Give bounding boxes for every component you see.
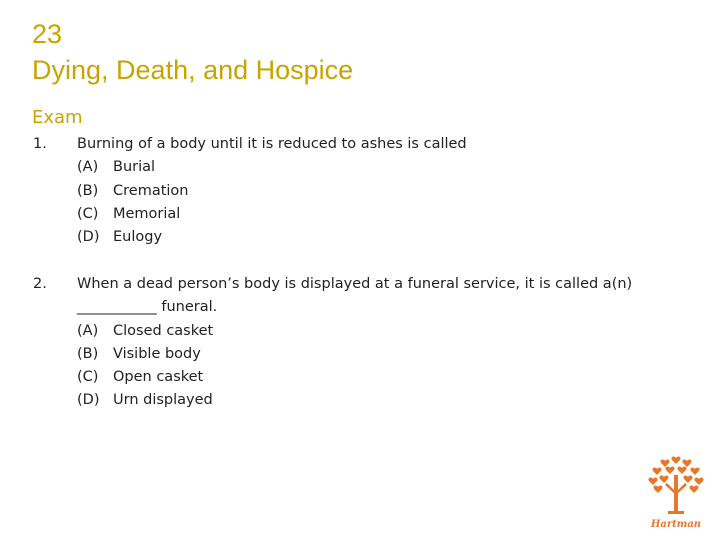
question-stem-blank: ___________ funeral. (77, 299, 218, 316)
question-stem: Burning of a body until it is reduced to ashes is called (77, 136, 467, 152)
chapter-name: Dying, Death, and Hospice (32, 55, 354, 85)
section-heading: Exam (32, 107, 83, 128)
option-text: Cremation (113, 182, 189, 199)
hartman-logo-icon (645, 455, 707, 531)
option-text: Memorial (113, 205, 181, 222)
question-stem: When a dead person’s body is displayed at a funeral service, it is called a(n) (77, 276, 633, 292)
question-number: 1. (33, 136, 47, 152)
option-b (77, 343, 720, 366)
option-text: Open casket (113, 369, 204, 386)
option-c (77, 203, 720, 226)
option-text: Visible body (113, 345, 201, 362)
option-text: Burial (113, 159, 156, 176)
option-c (77, 366, 720, 389)
question-body (77, 133, 720, 249)
option-d (77, 389, 720, 412)
option-a (77, 320, 720, 343)
option-a (77, 156, 720, 179)
option-text: Urn displayed (113, 392, 213, 409)
option-letter: (A) (77, 159, 99, 176)
option-text: Closed casket (113, 322, 214, 339)
question-number: 2. (33, 276, 47, 292)
option-letter: (A) (77, 322, 99, 339)
option-letter: (B) (77, 182, 99, 199)
logo-wordmark: Hartman (650, 519, 702, 530)
option-letter: (D) (77, 229, 100, 246)
option-b (77, 180, 720, 203)
option-letter: (B) (77, 345, 99, 362)
option-letter: (C) (77, 369, 99, 386)
option-text: Eulogy (113, 229, 163, 246)
option-d (77, 226, 720, 249)
question-body (77, 273, 720, 413)
chapter-number: 23 (32, 19, 63, 49)
option-letter: (D) (77, 392, 100, 409)
option-letter: (C) (77, 205, 99, 222)
chapter-title (32, 16, 353, 88)
